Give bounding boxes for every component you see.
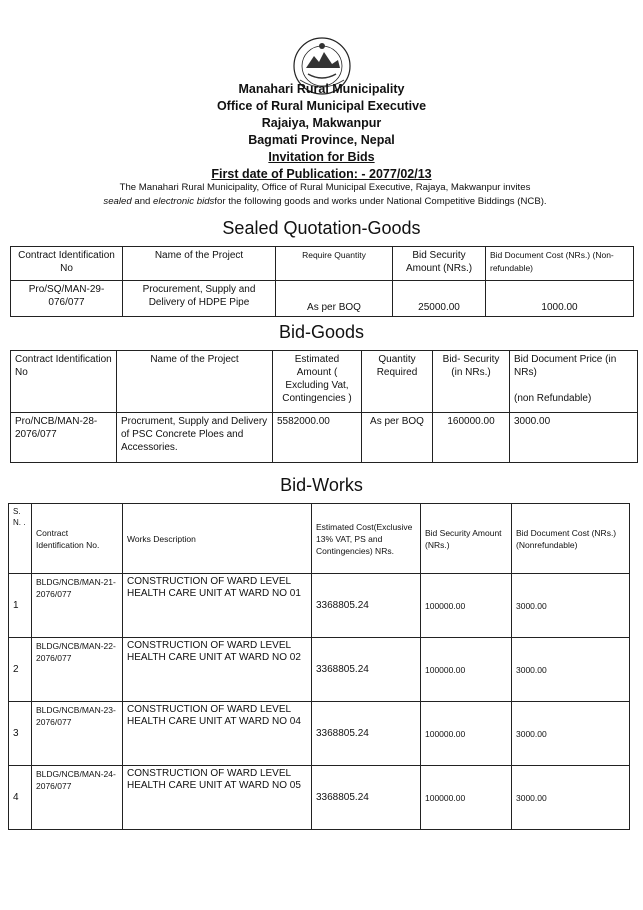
province: Bagmati Province, Nepal bbox=[248, 133, 395, 147]
table-header-row: Contract Identification No Name of the Project Require Quantity Bid Security Amount (NRs.) Bid Document Cost (NRs.) (Non-refundable) bbox=[11, 247, 634, 281]
works-doc-cell: 3000.00 bbox=[512, 574, 630, 638]
sealed-quotation-table bbox=[10, 246, 634, 317]
works-id-cell: BLDG/NCB/MAN-22-2076/077 bbox=[32, 638, 123, 702]
notice-title: Invitation for Bids bbox=[268, 150, 375, 164]
table-row bbox=[9, 574, 630, 638]
table-row bbox=[9, 702, 630, 766]
works-security-cell: 100000.00 bbox=[421, 574, 512, 638]
works-doc-cell: 3000.00 bbox=[512, 766, 630, 830]
works-id-cell: BLDG/NCB/MAN-24-2076/077 bbox=[32, 766, 123, 830]
works-security-cell: 100000.00 bbox=[421, 766, 512, 830]
office-name: Office of Rural Municipal Executive bbox=[216, 99, 427, 113]
works-desc-cell: CONSTRUCTION OF WARD LEVEL HEALTH CARE UNIT AT WARD NO 04 bbox=[123, 702, 312, 766]
table-header-row: S. N. . Contract Identification No. Works Description Estimated Cost(Exclusive 13% VAT, PS and Contingencies) NRs. Bid Security Amount (NRs.) Bid Document Cost (NRs.)(Nonrefundable) bbox=[9, 504, 630, 574]
municipality-name: Manahari Rural Municipality bbox=[238, 82, 405, 96]
works-sn-cell: 2 bbox=[9, 638, 32, 702]
works-id-cell: BLDG/NCB/MAN-21-2076/077 bbox=[32, 574, 123, 638]
works-desc-cell: CONSTRUCTION OF WARD LEVEL HEALTH CARE UNIT AT WARD NO 01 bbox=[123, 574, 312, 638]
table-row bbox=[9, 766, 630, 830]
works-doc-cell: 3000.00 bbox=[512, 702, 630, 766]
intro-text: The Manahari Rural Municipality, Office of Rural Municipal Executive, Rajaya, Makwanpur invites sealed and electronic bidsfor the following goods and works under National Competitive Biddings (NCB). bbox=[103, 182, 547, 207]
works-desc-cell: CONSTRUCTION OF WARD LEVEL HEALTH CARE UNIT AT WARD NO 05 bbox=[123, 766, 312, 830]
sealed-quotation-title: Sealed Quotation-Goods bbox=[222, 218, 421, 238]
table-header-row: Contract Identification No Name of the Project Estimated Amount ( Excluding Vat, Contingencies ) Quantity Required Bid- Security (in NRs.) Bid Document Price (in NRs) (non Refundable) bbox=[11, 351, 638, 413]
works-doc-cell: 3000.00 bbox=[512, 638, 630, 702]
works-id-cell: BLDG/NCB/MAN-23-2076/077 bbox=[32, 702, 123, 766]
table-row: Pro/NCB/MAN-28-2076/077 Procrument, Supply and Delivery of PSC Concrete Ploes and Accessories. 5582000.00 As per BOQ 160000.00 3000.00 bbox=[11, 413, 638, 463]
works-cost-cell: 3368805.24 bbox=[312, 702, 421, 766]
bid-works-table bbox=[8, 503, 630, 830]
table-row bbox=[9, 638, 630, 702]
publication-date: First date of Publication: - 2077/02/13 bbox=[211, 167, 432, 181]
bid-goods-title: Bid-Goods bbox=[278, 322, 365, 342]
works-desc-cell: CONSTRUCTION OF WARD LEVEL HEALTH CARE UNIT AT WARD NO 02 bbox=[123, 638, 312, 702]
bid-works-title: Bid-Works bbox=[280, 475, 363, 495]
bid-goods-table bbox=[10, 350, 638, 463]
works-sn-cell: 3 bbox=[9, 702, 32, 766]
location: Rajaiya, Makwanpur bbox=[261, 116, 382, 130]
works-sn-cell: 1 bbox=[9, 574, 32, 638]
works-cost-cell: 3368805.24 bbox=[312, 766, 421, 830]
works-sn-cell: 4 bbox=[9, 766, 32, 830]
works-security-cell: 100000.00 bbox=[421, 638, 512, 702]
table-row: Pro/SQ/MAN-29-076/077 Procurement, Supply and Delivery of HDPE Pipe As per BOQ 25000.00 1000.00 bbox=[11, 281, 634, 317]
works-cost-cell: 3368805.24 bbox=[312, 638, 421, 702]
works-cost-cell: 3368805.24 bbox=[312, 574, 421, 638]
works-security-cell: 100000.00 bbox=[421, 702, 512, 766]
